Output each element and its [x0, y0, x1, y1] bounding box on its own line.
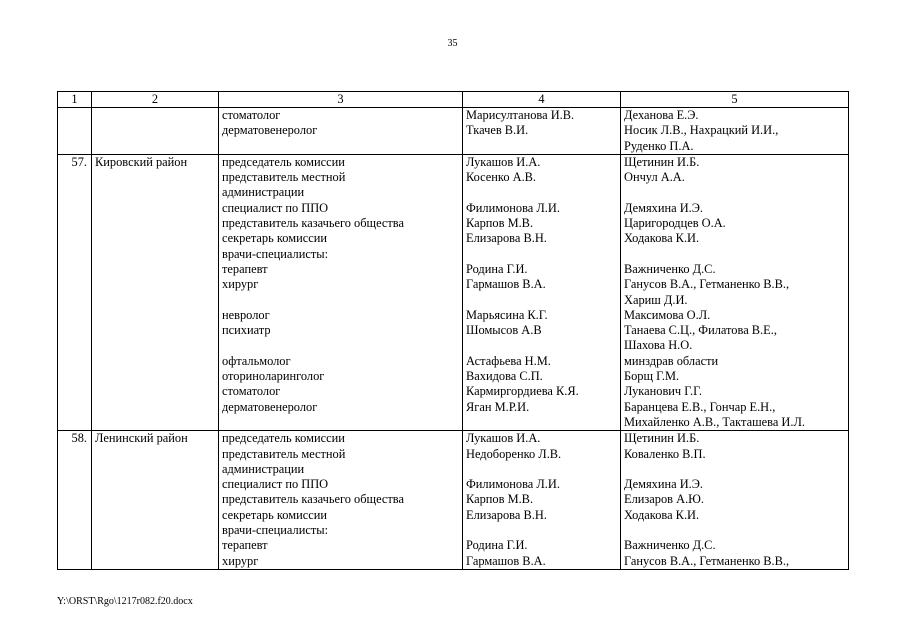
- role-cell: [219, 108, 463, 155]
- cell-line: Демяхина И.Э.: [624, 477, 704, 492]
- cell-line: Родина Г.И.: [466, 261, 528, 276]
- cell-line: Елизарова В.Н.: [466, 507, 547, 522]
- cell-line: Ходакова К.И.: [624, 507, 700, 522]
- header-cell: 3: [219, 92, 463, 108]
- cell-line: администрации: [222, 185, 305, 200]
- member-cell: [463, 108, 621, 155]
- table-row: [58, 431, 849, 570]
- cell-line: стоматолог: [222, 384, 281, 399]
- cell-line: Важниченко Д.С.: [624, 261, 716, 276]
- cell-line: [222, 139, 459, 154]
- cell-line: Деханова Е.Э.: [624, 108, 699, 122]
- member-cell: [463, 154, 621, 430]
- cell-line: Гармашов В.А.: [466, 277, 546, 292]
- member-cell: [463, 431, 621, 570]
- cell-line: [222, 293, 459, 308]
- cell-line: председатель комиссии: [222, 431, 345, 446]
- cell-line: представитель местной: [222, 446, 346, 461]
- cell-line: секретарь комиссии: [222, 507, 327, 522]
- cell-line: дерматовенеролог: [222, 123, 318, 138]
- cell-line: Астафьева Н.М.: [466, 353, 551, 368]
- cell-line: невролог: [222, 307, 270, 322]
- header-cell: 2: [92, 92, 219, 108]
- cell-line: Родина Г.И.: [466, 538, 528, 553]
- cell-line: [222, 415, 459, 430]
- role-cell: [219, 431, 463, 570]
- cell-line: Борщ Г.М.: [624, 369, 680, 384]
- cell-line: Михайленко А.В., Такташева И.Л.: [624, 414, 805, 429]
- cell-line: Руденко П.А.: [624, 138, 694, 153]
- cell-line: [466, 415, 617, 430]
- cell-line: Ганусов В.А., Гетманенко В.В.,: [624, 553, 790, 568]
- cell-line: [624, 185, 845, 200]
- cell-line: психиатр: [222, 323, 271, 338]
- header-cell: 5: [621, 92, 849, 108]
- cell-line: Кармиргордиева К.Я.: [466, 384, 579, 399]
- cell-line: терапевт: [222, 261, 268, 276]
- row-number-cell: [58, 108, 92, 155]
- cell-line: представитель казачьего общества: [222, 216, 404, 231]
- cell-line: [624, 523, 845, 538]
- cell-line: [466, 462, 617, 477]
- district-cell: Кировский район: [92, 154, 219, 430]
- cell-line: Лукашов И.А.: [466, 431, 541, 446]
- cell-line: Щетинин И.Б.: [624, 154, 700, 169]
- cell-line: Марисултанова И.В.: [466, 108, 575, 122]
- cell-line: Хариш Д.И.: [624, 292, 688, 307]
- cell-line: хирург: [222, 553, 259, 568]
- cell-line: Карпов М.В.: [466, 216, 534, 231]
- reserve-cell: [621, 108, 849, 155]
- cell-line: Елизаров А.Ю.: [624, 492, 704, 507]
- cell-line: секретарь комиссии: [222, 231, 327, 246]
- cell-line: Щетинин И.Б.: [624, 431, 700, 446]
- cell-line: [466, 338, 617, 353]
- file-path-footer: Y:\ORST\Rgo\1217r082.f20.docx: [57, 596, 193, 607]
- cell-line: Елизарова В.Н.: [466, 231, 547, 246]
- cell-line: Луканович Г.Г.: [624, 384, 702, 399]
- cell-line: Недоборенко Л.В.: [466, 446, 562, 461]
- cell-line: Коваленко В.П.: [624, 446, 706, 461]
- cell-line: Косенко А.В.: [466, 170, 537, 185]
- row-number-cell: 58.: [58, 431, 92, 570]
- header-cell: 4: [463, 92, 621, 108]
- cell-line: минздрав области: [624, 353, 719, 368]
- cell-line: Ходакова К.И.: [624, 231, 700, 246]
- cell-line: администрации: [222, 461, 305, 476]
- table-row: [58, 154, 849, 430]
- district-cell: [92, 108, 219, 155]
- reserve-cell: [621, 431, 849, 570]
- reserve-cell: [621, 154, 849, 430]
- cell-line: Демяхина И.Э.: [624, 200, 704, 215]
- cell-line: дерматовенеролог: [222, 399, 318, 414]
- cell-line: Гармашов В.А.: [466, 553, 546, 568]
- cell-line: офтальмолог: [222, 353, 291, 368]
- cell-line: [624, 462, 845, 477]
- cell-line: врачи-специалисты:: [222, 246, 329, 261]
- cell-line: представитель казачьего общества: [222, 492, 404, 507]
- cell-line: оториноларинголог: [222, 369, 325, 384]
- cell-line: представитель местной: [222, 170, 346, 185]
- cell-line: [466, 247, 617, 262]
- cell-line: [466, 523, 617, 538]
- cell-line: Ончул А.А.: [624, 170, 685, 185]
- cell-line: председатель комиссии: [222, 154, 345, 169]
- cell-line: специалист по ППО: [222, 200, 329, 215]
- cell-line: [624, 247, 845, 262]
- cell-line: Лукашов И.А.: [466, 154, 541, 169]
- cell-line: Танаева С.Ц., Филатова В.Е.,: [624, 323, 777, 338]
- header-row: [58, 92, 849, 108]
- cell-line: Царигородцев О.А.: [624, 216, 726, 231]
- row-number-cell: 57.: [58, 154, 92, 430]
- page-number: 35: [447, 38, 458, 49]
- cell-line: специалист по ППО: [222, 477, 329, 492]
- cell-line: Яган М.Р.И.: [466, 399, 530, 414]
- cell-line: [466, 293, 617, 308]
- cell-line: Максимова О.Л.: [624, 307, 711, 322]
- cell-line: [466, 139, 617, 154]
- cell-line: [466, 185, 617, 200]
- role-cell: [219, 154, 463, 430]
- cell-line: Шомысов А.В: [466, 323, 542, 338]
- header-cell: 1: [58, 92, 92, 108]
- cell-line: хирург: [222, 277, 259, 292]
- cell-line: Марьясина К.Г.: [466, 307, 548, 322]
- cell-line: Шахова Н.О.: [624, 338, 693, 353]
- cell-line: Вахидова С.П.: [466, 369, 543, 384]
- cell-line: терапевт: [222, 538, 268, 553]
- commission-table: [57, 91, 849, 570]
- cell-line: Филимонова Л.И.: [466, 200, 560, 215]
- cell-line: Ткачев В.И.: [466, 123, 529, 138]
- cell-line: Филимонова Л.И.: [466, 477, 560, 492]
- cell-line: Носик Л.В., Нахрацкий И.И.,: [624, 123, 779, 138]
- cell-line: Баранцева Е.В., Гончар Е.Н.,: [624, 399, 776, 414]
- district-cell: Ленинский район: [92, 431, 219, 570]
- cell-line: Карпов М.В.: [466, 492, 534, 507]
- cell-line: Важниченко Д.С.: [624, 538, 716, 553]
- cell-line: врачи-специалисты:: [222, 523, 329, 538]
- table-row: [58, 108, 849, 155]
- cell-line: [222, 338, 459, 353]
- cell-line: Ганусов В.А., Гетманенко В.В.,: [624, 277, 790, 292]
- cell-line: стоматолог: [222, 108, 281, 122]
